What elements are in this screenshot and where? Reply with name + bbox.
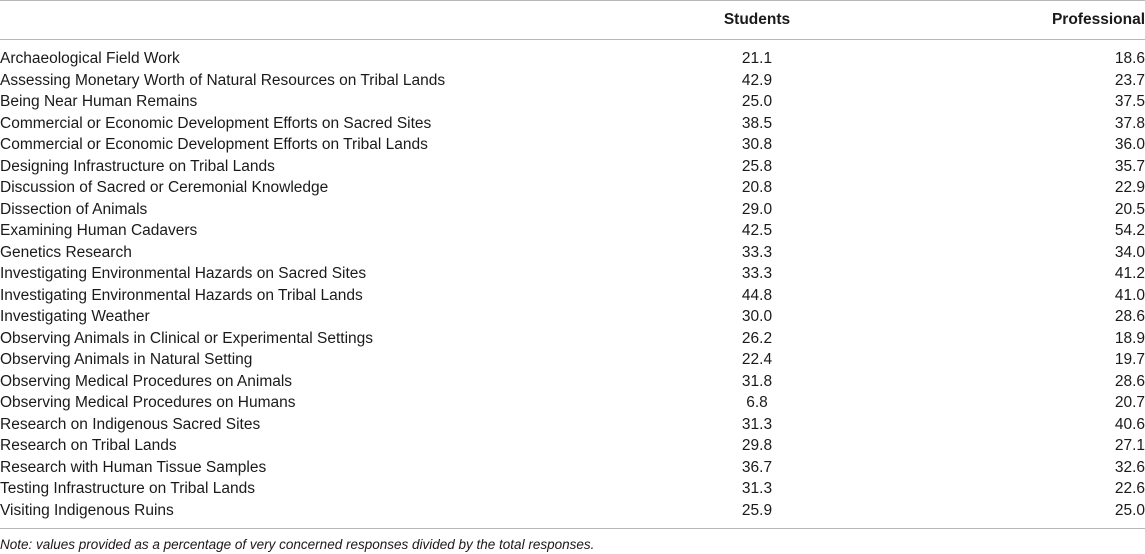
- professional-value: 37.8: [1114, 114, 1145, 132]
- column-spacer: [817, 156, 1070, 178]
- professional-value: 40.6: [1114, 415, 1145, 433]
- students-value: 26.2: [741, 329, 773, 347]
- header-rule: [0, 39, 1145, 40]
- students-value: 38.5: [741, 114, 773, 132]
- column-spacer: [817, 392, 1070, 414]
- row-label: Observing Medical Procedures on Humans: [0, 394, 296, 411]
- row-label: Commercial or Economic Development Efforts on Sacred Sites: [0, 114, 432, 132]
- professional-value: 25.0: [1114, 501, 1145, 519]
- row-label: Investigating Environmental Hazards on Tribal Lands: [0, 286, 363, 304]
- table-row: [0, 457, 1145, 479]
- row-label: Assessing Monetary Worth of Natural Resources on Tribal Lands: [0, 71, 446, 89]
- students-value: 25.9: [741, 501, 773, 519]
- table-row: [0, 156, 1145, 178]
- students-value: 33.3: [741, 243, 773, 261]
- column-spacer: [817, 371, 1070, 393]
- row-label: Testing Infrastructure on Tribal Lands: [0, 480, 256, 497]
- professional-value: 22.9: [1114, 179, 1145, 196]
- students-value: 30.0: [741, 308, 773, 325]
- row-label: Designing Infrastructure on Tribal Lands: [0, 157, 275, 175]
- column-spacer: [817, 478, 1070, 500]
- row-label: Visiting Indigenous Ruins: [0, 501, 174, 519]
- professional-value: 18.6: [1114, 50, 1145, 67]
- column-spacer: [817, 48, 1070, 70]
- row-label: Being Near Human Remains: [0, 93, 198, 110]
- professional-value: 20.5: [1114, 200, 1145, 218]
- students-value: 31.3: [741, 415, 773, 433]
- row-label: Observing Animals in Natural Setting: [0, 351, 253, 368]
- students-value: 31.3: [741, 480, 773, 497]
- students-value: 25.8: [741, 157, 773, 175]
- professional-value: 20.7: [1114, 394, 1145, 411]
- students-value: 33.3: [741, 265, 773, 282]
- column-spacer: [817, 306, 1070, 328]
- table-row: [0, 242, 1145, 264]
- row-label: Research on Indigenous Sacred Sites: [0, 415, 261, 433]
- table-rows: [0, 48, 1145, 521]
- table-row: [0, 349, 1145, 371]
- professional-value: 54.2: [1114, 222, 1145, 239]
- row-label: Archaeological Field Work: [0, 50, 180, 67]
- professional-value: 19.7: [1114, 351, 1145, 368]
- column-spacer: [817, 500, 1070, 522]
- table-row: [0, 285, 1145, 307]
- column-spacer: [817, 414, 1070, 436]
- table-row: [0, 48, 1145, 70]
- table-row: [0, 328, 1145, 350]
- row-label: Research on Tribal Lands: [0, 437, 177, 454]
- column-spacer: [817, 328, 1070, 350]
- column-spacer: [817, 349, 1070, 371]
- table-row: [0, 263, 1145, 285]
- students-value: 21.1: [741, 50, 773, 67]
- table-bottom-rule: [0, 528, 1145, 529]
- students-value: 6.8: [746, 394, 768, 411]
- professional-value: 36.0: [1114, 136, 1145, 153]
- row-label: Research with Human Tissue Samples: [0, 458, 267, 476]
- column-header-students: Students: [723, 11, 791, 28]
- row-label: Investigating Weather: [0, 308, 150, 325]
- table-row: [0, 306, 1145, 328]
- row-label: Commercial or Economic Development Efforts on Tribal Lands: [0, 136, 428, 153]
- students-value: 22.4: [741, 351, 773, 368]
- students-value: 31.8: [741, 372, 773, 390]
- column-header-professional: Professional: [1051, 11, 1145, 28]
- students-value: 25.0: [741, 93, 773, 110]
- column-spacer: [817, 435, 1070, 457]
- professional-value: 28.6: [1114, 308, 1145, 325]
- row-label: Observing Animals in Clinical or Experimental Settings: [0, 329, 374, 347]
- students-value: 44.8: [741, 286, 773, 304]
- students-value: 29.0: [741, 200, 773, 218]
- column-spacer: [817, 263, 1070, 285]
- column-spacer: [817, 242, 1070, 264]
- table-row: [0, 91, 1145, 113]
- column-spacer: [817, 285, 1070, 307]
- table-row: [0, 177, 1145, 199]
- column-spacer: [817, 199, 1070, 221]
- column-spacer: [817, 70, 1070, 92]
- table-note: Note: values provided as a percentage of very concerned responses divided by the total responses.: [0, 537, 595, 552]
- table-row: [0, 414, 1145, 436]
- row-label: Observing Medical Procedures on Animals: [0, 372, 293, 390]
- table-body: [0, 48, 1145, 521]
- professional-value: 37.5: [1114, 93, 1145, 110]
- professional-value: 23.7: [1114, 71, 1145, 89]
- professional-value: 35.7: [1114, 157, 1145, 175]
- column-spacer: [817, 134, 1070, 156]
- table-row: [0, 371, 1145, 393]
- table-row: [0, 220, 1145, 242]
- professional-value: 32.6: [1114, 458, 1145, 476]
- professional-value: 22.6: [1114, 480, 1145, 497]
- column-spacer: [817, 220, 1070, 242]
- row-label: Investigating Environmental Hazards on Sacred Sites: [0, 265, 367, 282]
- students-value: 42.5: [741, 222, 773, 239]
- row-label: Discussion of Sacred or Ceremonial Knowledge: [0, 179, 329, 196]
- students-value: 29.8: [741, 437, 773, 454]
- table-row: [0, 199, 1145, 221]
- students-value: 42.9: [741, 71, 773, 89]
- table-row: [0, 392, 1145, 414]
- column-spacer: [817, 113, 1070, 135]
- column-spacer: [817, 91, 1070, 113]
- professional-value: 41.0: [1114, 286, 1145, 304]
- table-row: [0, 500, 1145, 522]
- table-top-rule: [0, 0, 1145, 1]
- professional-value: 27.1: [1114, 437, 1145, 454]
- table-row: [0, 113, 1145, 135]
- students-value: 36.7: [741, 458, 773, 476]
- column-spacer: [817, 177, 1070, 199]
- row-label: Dissection of Animals: [0, 200, 148, 218]
- students-value: 30.8: [741, 136, 773, 153]
- table-row: [0, 134, 1145, 156]
- professional-value: 41.2: [1114, 265, 1145, 282]
- table-row: [0, 70, 1145, 92]
- students-value: 20.8: [741, 179, 773, 196]
- table-row: [0, 435, 1145, 457]
- row-label: Genetics Research: [0, 243, 132, 261]
- professional-value: 28.6: [1114, 372, 1145, 390]
- row-label: Examining Human Cadavers: [0, 222, 198, 239]
- professional-value: 34.0: [1114, 243, 1145, 261]
- table-row: [0, 478, 1145, 500]
- column-spacer: [817, 457, 1070, 479]
- professional-value: 18.9: [1114, 329, 1145, 347]
